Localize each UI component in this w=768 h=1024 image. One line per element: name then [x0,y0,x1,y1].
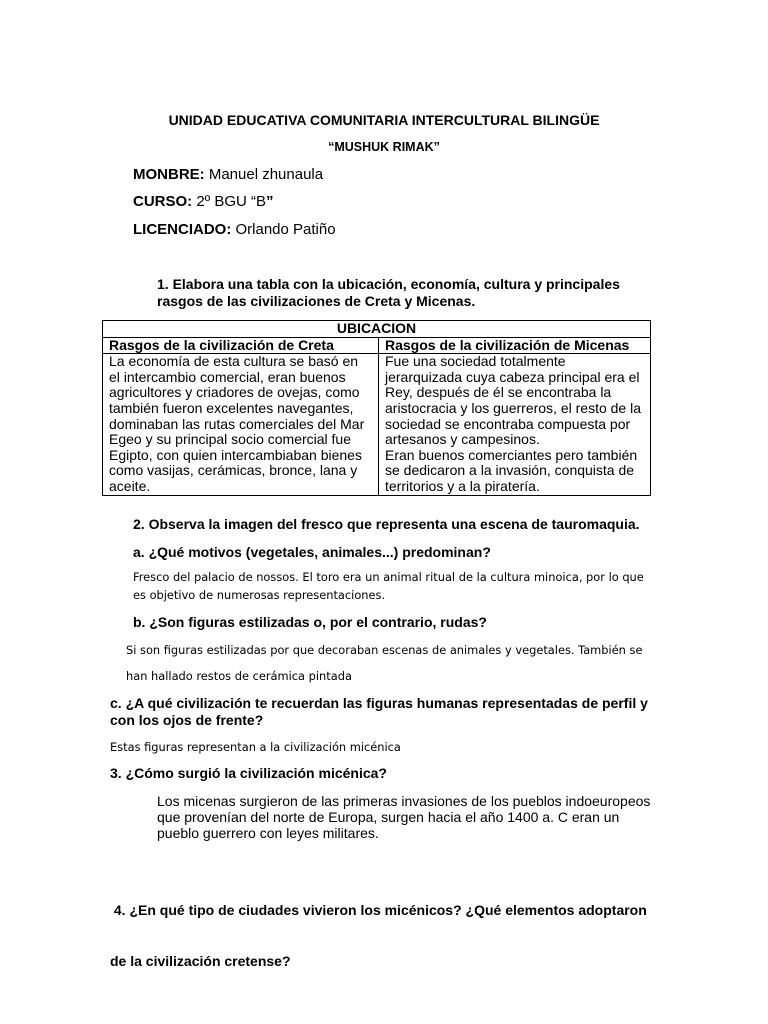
question-1-line-2: rasgos de las civilizaciones de Creta y Micenas. [157,293,476,309]
answer-3-line-3: pueblo guerrero con leyes militares. [157,825,379,841]
answer-2a-line-1: Fresco del palacio de nossos. El toro era un animal ritual de la cultura minoica, por lo que [133,570,644,584]
question-2c-line-1: c. ¿A qué civilización te recuerdan las figuras humanas representadas de perfil y [110,695,648,711]
question-2c [110,695,648,729]
creta-line: agricultores y criadores de ovejas, como [109,384,360,401]
micenas-line: Rey, después de él se encontraba la [385,384,612,401]
table-header-micenas: Rasgos de la civilización de Micenas [379,337,651,354]
answer-2b-line-2: han hallado restos de cerámica pintada [126,669,352,683]
table-cell-creta [103,354,379,495]
creta-line: Egipto, con quien intercambiaban bienes [109,446,362,463]
answer-2b-line-1: Si son figuras estilizadas por que decoraban escenas de animales y vegetales. También se [126,643,643,657]
question-1 [157,276,620,310]
question-4 [110,868,647,987]
answer-2a [133,568,644,604]
question-2: 2. Observa la imagen del fresco que representa una escena de tauromaquia. [133,516,640,532]
micenas-line: se dedicaron a la invasión, conquista de [385,462,635,479]
creta-line: Egeo y su principal socio comercial fue [109,431,352,448]
teacher-line [133,221,336,238]
table-title: UBICACION [103,321,651,338]
answer-2c: Estas figuras representan a la civilización micénica [110,740,401,754]
creta-line: como vasijas, cerámicas, bronce, lana y [109,462,358,479]
course-label: CURSO: [133,193,193,210]
creta-line: aceite. [109,477,151,494]
question-2a: a. ¿Qué motivos (vegetales, animales...) predominan? [133,544,491,560]
answer-2a-line-2: es objetivo de numerosas representaciones. [133,588,386,602]
school-name: UNIDAD EDUCATIVA COMUNITARIA INTERCULTURAL BILINGÜE [168,112,600,128]
question-4-line-1: 4. ¿En qué tipo de ciudades vivieron los micénicos? ¿Qué elementos adoptaron [110,902,647,918]
school-motto: “MUSHUK RIMAK” [328,140,440,154]
table-cell-micenas [379,354,651,495]
table-header-creta: Rasgos de la civilización de Creta [103,337,379,354]
micenas-line: Eran buenos comerciantes pero también [385,446,638,463]
creta-line: dominaban las rutas comerciales del Mar [109,415,365,432]
course-suffix: ” [266,193,274,210]
course-value: 2º BGU “B [192,193,266,210]
question-2c-line-2: con los ojos de frente? [110,712,264,728]
question-4-line-2: de la civilización cretense? [110,953,291,969]
micenas-line: aristocracia y los guerreros, el resto de la [385,399,641,416]
question-2b: b. ¿Son figuras estilizadas o, por el contrario, rudas? [133,614,487,630]
course-line [133,193,274,210]
teacher-value: Orlando Patiño [231,221,336,238]
creta-line: también fueron excelentes navegantes, [109,399,354,416]
answer-3-line-2: que provenían del norte de Europa, surgen hacia el año 1400 a. C eran un [157,809,620,825]
creta-line: La economía de esta cultura se basó en [109,353,359,370]
question-3: 3. ¿Cómo surgió la civilización micénica? [110,765,387,781]
micenas-line: jerarquizada cuya cabeza principal era el [385,368,640,385]
traits-table [102,320,651,496]
student-name-value: Manuel zhunaula [204,166,324,183]
micenas-line: Fue una sociedad totalmente [385,353,566,370]
micenas-line: artesanos y campesinos. [385,431,540,448]
micenas-line: territorios y a la piratería. [385,477,540,494]
teacher-label: LICENCIADO: [133,221,232,238]
answer-3 [157,793,650,841]
answer-3-line-1: Los micenas surgieron de las primeras invasiones de los pueblos indoeuropeos [157,793,651,809]
student-name-label: MONBRE: [133,166,205,183]
creta-line: el intercambio comercial, eran buenos [109,368,346,385]
student-name-line [133,166,323,183]
question-1-line-1: 1. Elabora una tabla con la ubicación, economía, cultura y principales [157,276,620,292]
micenas-line: sociedad se encontraba compuesta por [385,415,631,432]
